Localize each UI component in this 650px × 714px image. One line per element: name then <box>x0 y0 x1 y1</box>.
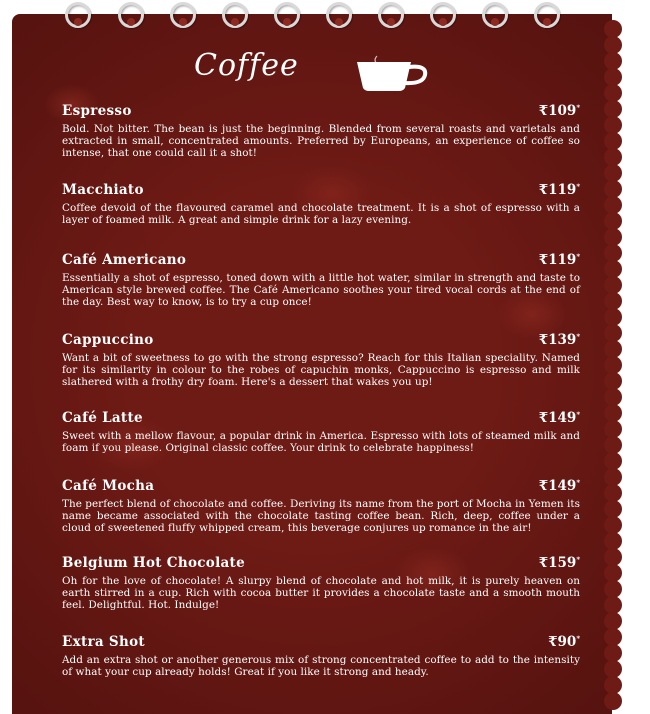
price-value: ₹109 <box>538 103 577 119</box>
price-value: ₹149 <box>538 478 577 494</box>
menu-item-header <box>62 103 580 123</box>
menu-item-description: Oh for the love of chocolate! A slurpy blend of chocolate and hot milk, it is purely heaven on earth stirred in a cup. Rich with cocoa butter it provides a chocolate taste and a smooth mouth feel. Delightful. Hot. Indulge! <box>62 575 580 612</box>
price-mark: * <box>576 252 580 261</box>
price-value: ₹90 <box>548 634 577 650</box>
menu-item-name: Macchiato <box>62 182 144 198</box>
menu-item <box>62 332 580 389</box>
binder-ring-icon <box>534 2 560 28</box>
menu-item-price <box>539 182 580 198</box>
menu-item-price <box>548 634 580 650</box>
menu-item-description: Coffee devoid of the flavoured caramel and chocolate treatment. It is a shot of espresso with a layer of foamed milk. A great and simple drink for a lazy evening. <box>62 202 580 227</box>
menu-item-price <box>539 252 580 268</box>
price-value: ₹159 <box>538 555 577 571</box>
menu-item-description: Essentially a shot of espresso, toned down with a little hot water, similar in strength and taste to American style brewed coffee. The Café Americano soothes your tired vocal cords at the end of the day. Best way to know, is to try a cup once! <box>62 272 580 309</box>
menu-item-name: Café Americano <box>62 252 187 268</box>
binder-ring-icon <box>170 2 196 28</box>
binder-ring-icon <box>222 2 248 28</box>
price-mark: * <box>576 634 580 643</box>
menu-item <box>62 410 580 454</box>
menu-item-header <box>62 182 580 202</box>
menu-item-name: Espresso <box>62 103 132 119</box>
price-mark: * <box>576 332 580 341</box>
menu-item-name: Café Latte <box>62 410 143 426</box>
menu-item-header <box>62 410 580 430</box>
menu-item-header <box>62 555 580 575</box>
binder-ring-icon <box>378 2 404 28</box>
menu-item-description: Sweet with a mellow flavour, a popular drink in America. Espresso with lots of steamed milk and foam if you please. Original classic coffee. Your drink to celebrate happiness! <box>62 430 580 455</box>
binder-ring-icon <box>326 2 352 28</box>
menu-item-name: Extra Shot <box>62 634 145 650</box>
binder-ring-icon <box>118 2 144 28</box>
menu-item-price <box>539 332 580 348</box>
price-value: ₹119 <box>538 252 577 268</box>
menu-item <box>62 555 580 612</box>
price-value: ₹139 <box>538 332 577 348</box>
menu-item-price <box>539 103 580 119</box>
price-mark: * <box>576 410 580 419</box>
price-value: ₹149 <box>538 410 577 426</box>
price-mark: * <box>576 103 580 112</box>
menu-item-price <box>539 555 580 571</box>
menu-item <box>62 252 580 309</box>
menu-item-description: Bold. Not bitter. The bean is just the beginning. Blended from several roasts and varietals and extracted in small, concentrated amounts. Preferred by Europeans, an experience of coffee so intense, that one could call it a shot! <box>62 123 580 160</box>
menu-item-header <box>62 332 580 352</box>
binder-ring-icon <box>482 2 508 28</box>
binder-ring-icon <box>274 2 300 28</box>
price-mark: * <box>576 555 580 564</box>
menu-item <box>62 478 580 535</box>
menu-item <box>62 634 580 678</box>
price-value: ₹119 <box>538 182 577 198</box>
menu-item-header <box>62 252 580 272</box>
scallop <box>604 692 622 710</box>
menu-item-price <box>539 410 580 426</box>
scalloped-edge <box>604 20 622 700</box>
menu-item-price <box>539 478 580 494</box>
menu-item <box>62 103 580 160</box>
menu-item-name: Café Mocha <box>62 478 155 494</box>
menu-item-description: The perfect blend of chocolate and coffee. Deriving its name from the port of Mocha in Yemen its name became associated with the chocolate tasting coffee bean. Rich, deep, coffee under a cloud of sweetened fluffy whipped cream, this beverage conjures up romance in the air! <box>62 498 580 535</box>
menu-header <box>190 48 460 94</box>
menu-item-header <box>62 634 580 654</box>
menu-item <box>62 182 580 226</box>
binder-ring-icon <box>65 2 91 28</box>
binder-rings <box>0 0 650 30</box>
menu-item-header <box>62 478 580 498</box>
menu-item-description: Add an extra shot or another generous mix of strong concentrated coffee to add to the intensity of what your cup already holds! Great if you like it strong and heady. <box>62 654 580 679</box>
coffee-cup-icon <box>355 54 435 92</box>
price-mark: * <box>576 478 580 487</box>
menu-item-name: Cappuccino <box>62 332 154 348</box>
menu-title: Coffee <box>194 48 299 83</box>
menu-item-name: Belgium Hot Chocolate <box>62 555 245 571</box>
binder-ring-icon <box>430 2 456 28</box>
price-mark: * <box>576 182 580 191</box>
menu-item-description: Want a bit of sweetness to go with the strong espresso? Reach for this Italian speciality. Named for its similarity in colour to the robes of capuchin monks, Cappuccino is espresso and milk slathered with a frothy dry foam. Here's a dessert that wakes you up! <box>62 352 580 389</box>
